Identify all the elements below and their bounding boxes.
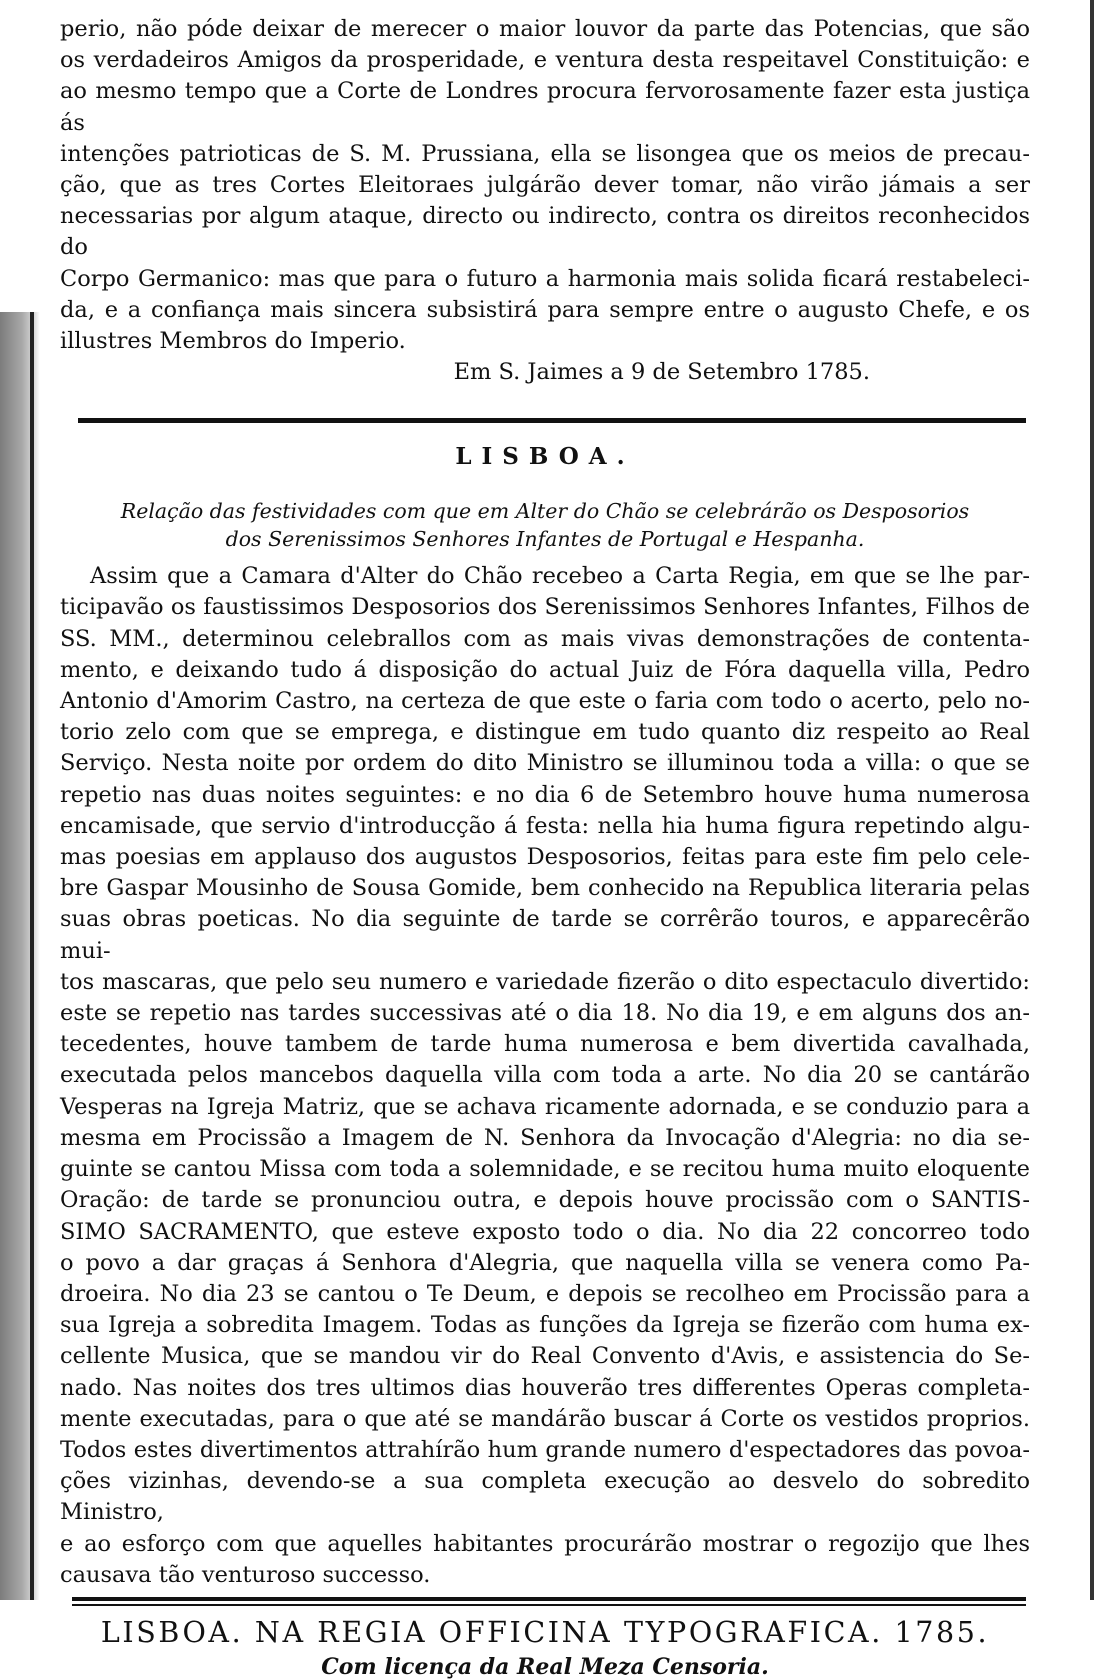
footer-divider-thin	[72, 1604, 1026, 1606]
scan-shadow-left	[0, 312, 40, 1600]
text-line: tecedentes, houve tambem de tarde huma numerosa e bem divertida cavalhada,	[60, 1031, 1030, 1058]
scan-edge-right	[1090, 0, 1094, 1600]
text-line: bre Gaspar Mousinho de Sousa Gomide, bem conhecido na Republica literaria pelas	[60, 875, 1030, 902]
text-line: necessarias por algum ataque, directo ou indirecto, contra os direitos reconhecidos do	[60, 203, 1030, 261]
article-subheading	[60, 497, 1030, 553]
text-line: perio, não póde deixar de merecer o maior louvor da parte das Potencias, que são	[60, 16, 1030, 42]
text-line: executada pelos mancebos daquella villa com toda a arte. No dia 20 se cantárão	[60, 1062, 1030, 1089]
text-line: encamisade, que servio d'introducção á festa: nella hia huma figura repetindo algu-	[60, 812, 1030, 839]
text-line: SS. MM., determinou celebrallos com as mais vivas demonstrações de contenta-	[60, 625, 1030, 652]
censorship-license: Com licença da Real Meza Censoria.	[321, 1653, 769, 1680]
text-line: suas obras poeticas. No dia seguinte de tarde se corrêrão touros, e apparecêrão mui-	[60, 906, 1030, 964]
text-line: ticipavão os faustissimos Desposorios dos Serenissimos Senhores Infantes, Filhos de	[60, 594, 1030, 621]
text-line: mas poesias em applauso dos augustos Desposorios, feitas para este fim pelo cele-	[60, 844, 1030, 871]
text-line: mente executadas, para o que até se mandárão buscar á Corte os vestidos proprios.	[60, 1405, 1030, 1432]
text-line: sua Igreja a sobredita Imagem. Todas as funções da Igreja se fizerão com huma ex-	[60, 1312, 1030, 1339]
text-line: os verdadeiros Amigos da prosperidade, e ventura desta respeitavel Constituição: e	[60, 47, 1030, 74]
text-line: mento, e deixando tudo á disposição do actual Juiz de Fóra daquella villa, Pedro	[60, 656, 1030, 683]
text-line: guinte se cantou Missa com toda a solemnidade, e se recitou huma muito eloquente	[60, 1156, 1030, 1183]
text-line: Oração: de tarde se pronunciou outra, e depois houve procissão com o SANTIS-	[60, 1187, 1030, 1214]
text-line: e ao esforço com que aquelles habitantes procurárão mostrar o regozijo que lhes	[60, 1530, 1030, 1557]
text-line: illustres Membros do Imperio.	[60, 328, 406, 355]
section-divider	[78, 418, 1026, 423]
text-line: Todos estes divertimentos attrahírão hum grande numero d'espectadores das povoa-	[60, 1436, 1030, 1463]
text-line: mesma em Procissão a Imagem de N. Senhora da Invocação d'Alegria: no dia se-	[60, 1124, 1030, 1151]
text-line: ao mesmo tempo que a Corte de Londres procura fervorosamente fazer esta justiça ás	[60, 78, 1030, 136]
text-line: ção, que as tres Cortes Eleitoraes julgárão dever tomar, não virão jámais a ser	[60, 172, 1030, 199]
text-line: cellente Musica, que se mandou vir do Real Convento d'Avis, e assistencia do Se-	[60, 1343, 1030, 1370]
text-line: ções vizinhas, devendo-se a sua completa execução ao desvelo do sobredito Ministro,	[60, 1468, 1030, 1526]
article-body	[60, 561, 1030, 1591]
continued-paragraph	[60, 14, 1030, 357]
dateline-signoff: Em S. Jaimes a 9 de Setembro 1785.	[453, 359, 870, 386]
subheading-line: dos Serenissimos Senhores Infantes de Portugal e Hespanha.	[225, 527, 865, 552]
text-line: repetio nas duas noites seguintes: e no dia 6 de Setembro houve huma numerosa	[60, 781, 1030, 808]
text-line: intenções patrioticas de S. M. Prussiana, ella se lisongea que os meios de precau-	[60, 140, 1030, 167]
text-line: causava tão venturoso successo.	[60, 1561, 431, 1588]
text-line: tos mascaras, que pelo seu numero e variedade fizerão o dito espectaculo divertido:	[60, 968, 1030, 995]
text-line: Serviço. Nesta noite por ordem do dito Ministro se illuminou toda a villa: o que se	[60, 750, 1030, 777]
gazette-page	[60, 14, 1030, 1680]
text-line: Antonio d'Amorim Castro, na certeza de que este o faria com todo o acerto, pelo no-	[60, 688, 1030, 715]
text-line: Vesperas na Igreja Matriz, que se achava ricamente adornada, e se conduzio para a	[60, 1093, 1030, 1120]
text-line: o povo a dar graças á Senhora d'Alegria, que naquella villa se venera como Pa-	[60, 1249, 1030, 1276]
text-line: Corpo Germanico: mas que para o futuro a harmonia mais solida ficará restabeleci-	[60, 265, 1030, 292]
text-line: droeira. No dia 23 se cantou o Te Deum, e depois se recolheo em Procissão para a	[60, 1280, 1030, 1307]
text-line: este se repetio nas tardes successivas até o dia 18. No dia 19, e em alguns dos an-	[60, 1000, 1030, 1027]
subheading-line: Relação das festividades com que em Alter do Chão se celebrárão os Desposorios	[120, 499, 970, 524]
text-line: nado. Nas noites dos tres ultimos dias houverão tres differentes Operas completa-	[60, 1374, 1030, 1401]
text-line: da, e a confiança mais sincera subsistirá para sempre entre o augusto Chefe, e os	[60, 296, 1030, 323]
section-heading: LISBOA.	[455, 443, 635, 471]
text-line: Assim que a Camara d'Alter do Chão recebeo a Carta Regia, em que se lhe par-	[90, 563, 1030, 590]
text-line: SIMO SACRAMENTO, que esteve exposto todo o dia. No dia 22 concorreo todo	[60, 1218, 1030, 1245]
footer-divider-thick	[72, 1597, 1026, 1601]
printer-imprint: LISBOA. NA REGIA OFFICINA TYPOGRAFICA. 1785.	[100, 1615, 990, 1649]
text-line: torio zelo com que se emprega, e distingue em tudo quanto diz respeito ao Real	[60, 719, 1030, 746]
